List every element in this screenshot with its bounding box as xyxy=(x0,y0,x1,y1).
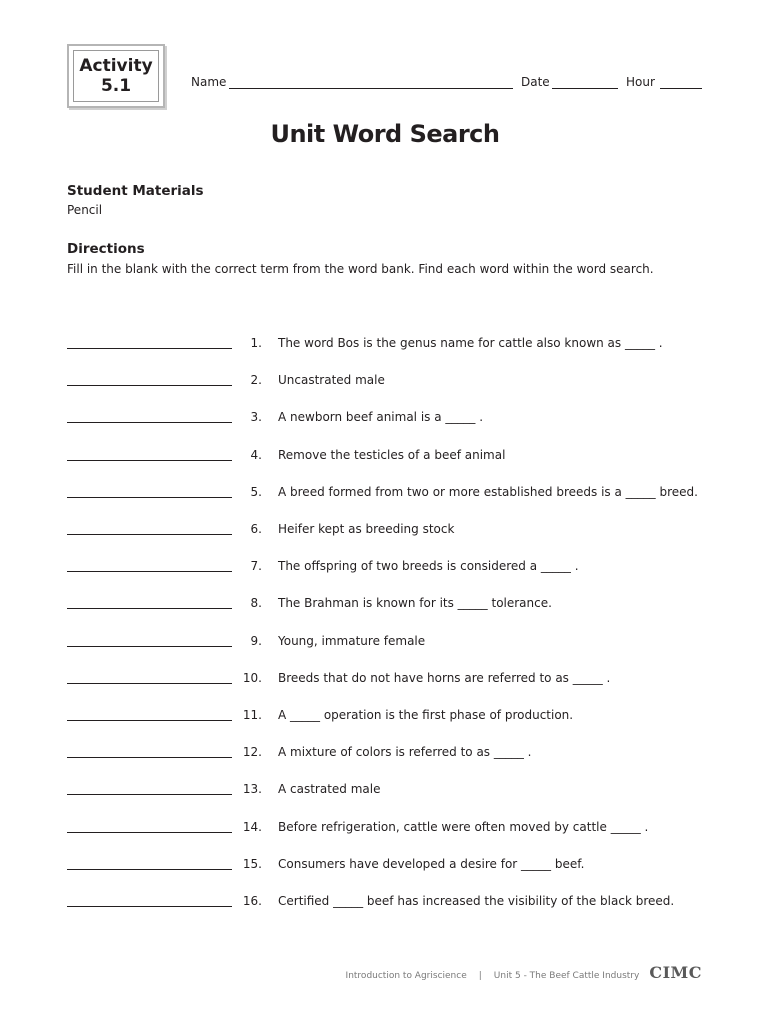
directions-heading: Directions xyxy=(67,241,145,257)
question-row xyxy=(0,708,770,728)
question-text: A mixture of colors is referred to as _____ . xyxy=(278,745,532,760)
materials-text: Pencil xyxy=(67,203,103,217)
question-number: 15. xyxy=(242,856,262,871)
question-text: Young, immature female xyxy=(278,633,426,648)
hour-label: Hour xyxy=(626,75,655,89)
answer-blank[interactable] xyxy=(67,534,232,535)
question-text: Heifer kept as breeding stock xyxy=(278,522,455,536)
question-row xyxy=(0,671,770,691)
activity-number: 5.1 xyxy=(100,76,132,96)
answer-blank[interactable] xyxy=(67,832,232,833)
question-row xyxy=(0,373,770,393)
date-label: Date xyxy=(521,75,550,89)
question-text: A newborn beef animal is a _____ . xyxy=(278,410,484,425)
question-text: Certified _____ beef has increased the visibility of the black breed. xyxy=(278,894,675,908)
answer-blank[interactable] xyxy=(67,794,232,795)
question-row xyxy=(0,634,770,654)
directions-text: Fill in the blank with the correct term from the word bank. Find each word within the word search. xyxy=(67,262,654,276)
answer-blank[interactable] xyxy=(67,683,232,684)
answer-blank[interactable] xyxy=(67,906,232,907)
question-text: A _____ operation is the first phase of production. xyxy=(278,708,574,722)
question-number: 2. xyxy=(250,373,262,388)
question-row xyxy=(0,410,770,430)
question-text: A castrated male xyxy=(278,782,381,797)
question-row xyxy=(0,782,770,802)
activity-badge xyxy=(67,44,165,108)
question-row xyxy=(0,448,770,468)
answer-blank[interactable] xyxy=(67,348,232,349)
question-text: Breeds that do not have horns are referred to as _____ . xyxy=(278,670,611,685)
question-row xyxy=(0,336,770,356)
question-text: The word Bos is the genus name for cattle also known as _____ . xyxy=(278,336,663,350)
question-row xyxy=(0,559,770,579)
question-number: 1. xyxy=(250,336,262,350)
question-text: Uncastrated male xyxy=(278,373,385,388)
question-row xyxy=(0,820,770,840)
question-number: 8. xyxy=(250,596,262,611)
question-text: A breed formed from two or more established breeds is a _____ breed. xyxy=(278,484,698,499)
question-text: Before refrigeration, cattle were often moved by cattle _____ . xyxy=(278,819,649,834)
question-number: 9. xyxy=(250,633,262,648)
question-row xyxy=(0,485,770,505)
question-row xyxy=(0,894,770,914)
question-number: 10. xyxy=(242,670,262,685)
answer-blank[interactable] xyxy=(67,460,232,461)
date-field[interactable] xyxy=(552,88,618,89)
question-row xyxy=(0,857,770,877)
answer-blank[interactable] xyxy=(67,497,232,498)
footer-separator: | xyxy=(478,971,482,981)
question-row xyxy=(0,596,770,616)
page-footer xyxy=(346,963,702,982)
page-title: Unit Word Search xyxy=(270,120,500,148)
activity-label: Activity xyxy=(79,56,153,76)
question-number: 12. xyxy=(242,745,262,760)
answer-blank[interactable] xyxy=(67,385,232,386)
question-text: The offspring of two breeds is considered a _____ . xyxy=(278,559,579,574)
question-number: 13. xyxy=(242,782,262,797)
question-number: 5. xyxy=(250,484,262,499)
question-number: 7. xyxy=(250,559,262,574)
answer-blank[interactable] xyxy=(67,646,232,647)
hour-field[interactable] xyxy=(660,88,702,89)
question-number: 6. xyxy=(250,522,262,536)
question-text: Consumers have developed a desire for _____ beef. xyxy=(278,856,585,871)
footer-unit: Unit 5 - The Beef Cattle Industry xyxy=(493,971,640,981)
answer-blank[interactable] xyxy=(67,869,232,870)
footer-course: Introduction to Agriscience xyxy=(345,971,467,981)
materials-heading: Student Materials xyxy=(67,183,204,199)
question-text: The Brahman is known for its _____ tolerance. xyxy=(278,596,552,611)
answer-blank[interactable] xyxy=(67,720,232,721)
question-row xyxy=(0,745,770,765)
name-label: Name xyxy=(191,75,227,89)
cimc-logo: CIMC xyxy=(649,963,702,982)
question-number: 14. xyxy=(242,819,262,834)
question-number: 4. xyxy=(250,447,262,462)
answer-blank[interactable] xyxy=(67,757,232,758)
activity-badge-inner xyxy=(73,50,159,102)
answer-blank[interactable] xyxy=(67,422,232,423)
question-row xyxy=(0,522,770,542)
question-number: 11. xyxy=(242,708,262,722)
question-text: Remove the testicles of a beef animal xyxy=(278,447,506,462)
question-number: 16. xyxy=(242,894,262,908)
name-field[interactable] xyxy=(229,88,513,89)
question-number: 3. xyxy=(250,410,262,425)
answer-blank[interactable] xyxy=(67,608,232,609)
answer-blank[interactable] xyxy=(67,571,232,572)
